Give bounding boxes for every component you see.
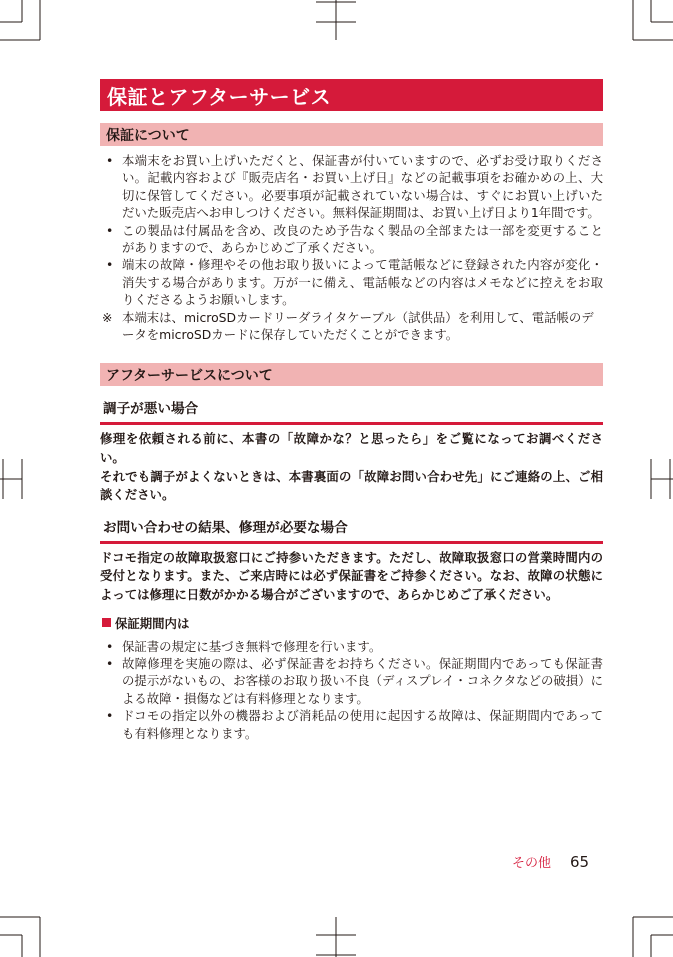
subheading-malfunction: 調子が悪い場合 [100, 400, 603, 425]
list-item: • この製品は付属品を含め、改良のため予告なく製品の全部または一部を変更することがありますので、あらかじめご了承ください。 [100, 222, 603, 257]
page-number: 65 [570, 853, 590, 871]
warranty-period-bullet-list [100, 638, 603, 742]
page-title: 保証とアフターサービス [100, 79, 603, 111]
note [100, 309, 603, 344]
list-item: • 故障修理を実施の際は、必ず保証書をお持ちください。保証期間内であっても保証書の提示がないもの、お客様のお取り扱い不良（ディスプレイ・コネクタなどの破損）による故障・損傷などは有料修理となります。 [100, 655, 603, 707]
repair-paragraph: ドコモ指定の故障取扱窓口にご持参いただきます。ただし、故障取扱窓口の営業時間内の受付となります。また、ご来店時には必ず保証書をご持参ください。なお、故障の状態によっては修理に日数がかかる場合がございますので、あらかじめご了承ください。 [100, 549, 603, 603]
section-heading-warranty: 保証について [100, 123, 603, 146]
list-item: • 端末の故障・修理やその他お取り扱いによって電話帳などに登録された内容が変化・消失する場合があります。万が一に備え、電話帳などの内容はメモなどに控えをお取りくださるようお願いします。 [100, 256, 603, 308]
malfunction-paragraph-1: 修理を依頼される前に、本書の「故障かな？と思ったら」をご覧になってお調べください。 [100, 431, 603, 466]
note-text: 本端末は、microSDカードリーダライタケーブル（試供品）を利用して、電話帳のデータをmicroSDカードに保存していただくことができます。 [122, 309, 594, 343]
note-mark: ※ [102, 309, 113, 325]
list-item: • 保証書の規定に基づき無料で修理を行います。 [100, 638, 603, 655]
warranty-period-label: 保証期間内は [115, 615, 190, 631]
footer-section-name: その他 [512, 856, 552, 871]
section-heading-after-service: アフターサービスについて [100, 363, 603, 386]
list-item: • ドコモの指定以外の機器および消耗品の使用に起因する故障は、保証期間内であっても有料修理となります。 [100, 707, 603, 742]
list-item: • 本端末をお買い上げいただくと、保証書が付いていますので、必ずお受け取りください。記載内容および『販売店名・お買い上げ日』などの記載事項をお確かめの上、大切に保管してください。必要事項が記載されていない場合は、すぐにお買い上げいただいた販売店へお申しつけください。無料保証期間は、お買い上げ日より1年間です。 [100, 152, 603, 222]
malfunction-paragraph-2: それでも調子がよくないときは、本書裏面の「故障お問い合わせ先」にご連絡の上、ご相談ください。 [100, 468, 603, 503]
warranty-bullet-list [100, 152, 603, 309]
page-footer [512, 852, 589, 871]
warranty-period-heading [100, 614, 603, 632]
page-content [100, 79, 603, 742]
red-square-icon [102, 618, 111, 627]
subheading-repair-needed: お問い合わせの結果、修理が必要な場合 [100, 519, 603, 544]
